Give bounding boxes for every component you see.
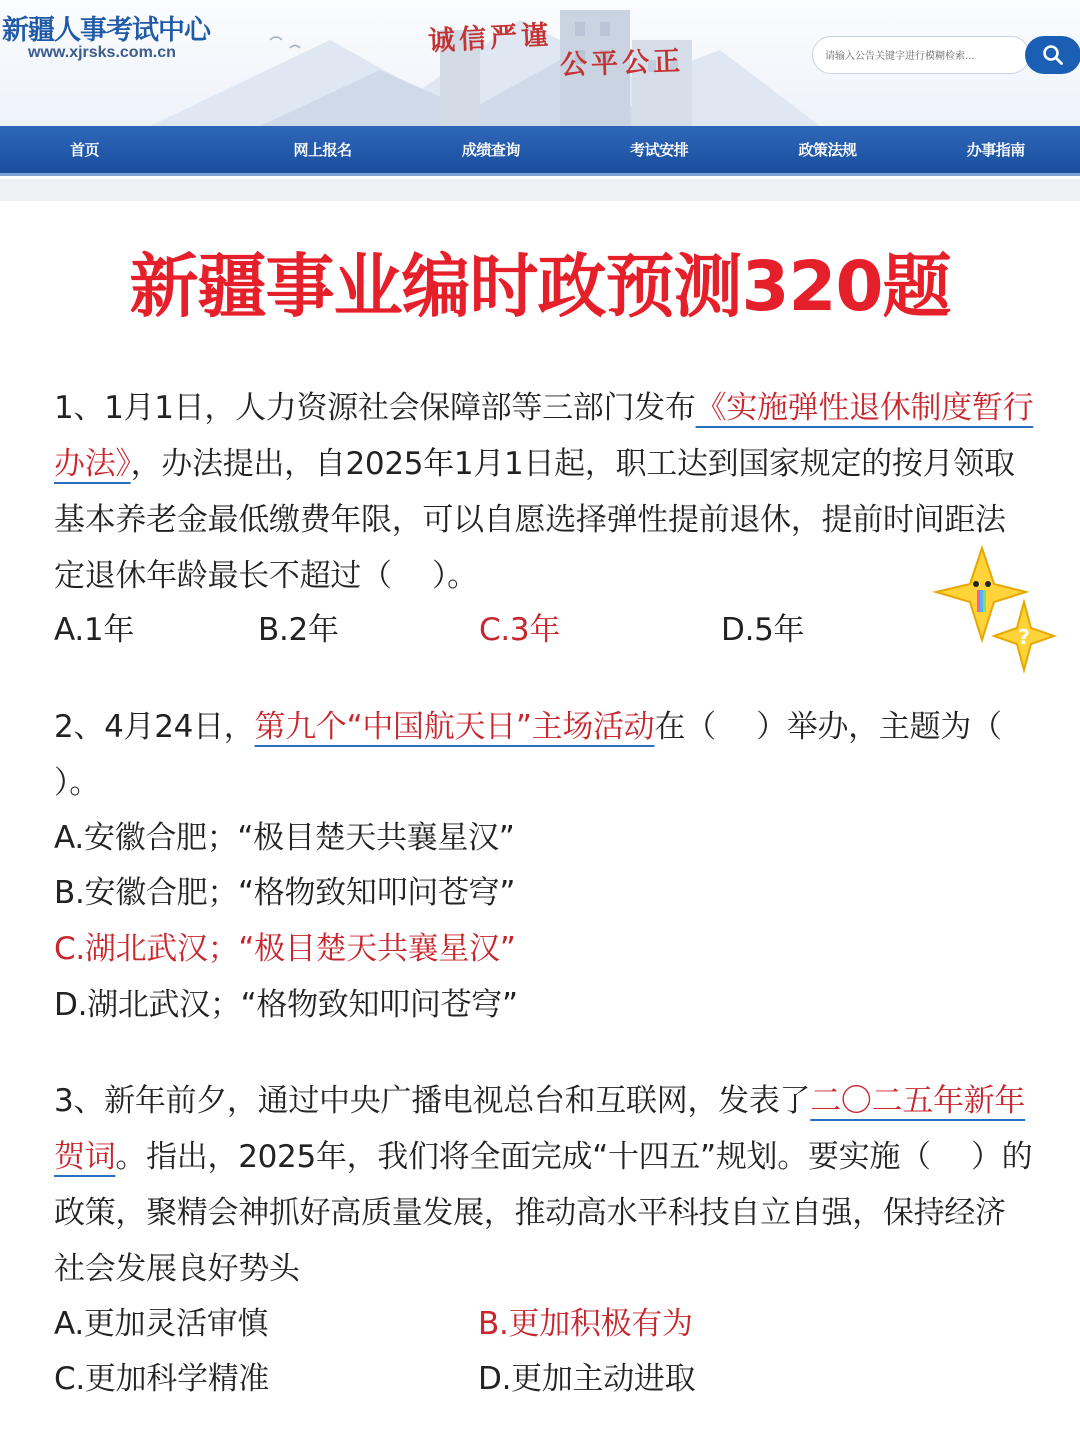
question-3-option-d: D.更加主动进取 [478,1361,696,1397]
svg-text:?: ? [1018,625,1030,649]
question-1-option-b: B.2年 [258,612,339,648]
main-nav [0,126,1080,176]
nav-online-registration[interactable]: 网上报名 [293,140,352,159]
search-icon [1042,44,1064,66]
question-3-option-a: A.更加灵活审慎 [54,1306,269,1342]
nav-home[interactable]: 首页 [70,140,100,159]
question-2-body: 在（ ）举办，主题为（ ）。 [54,709,1042,801]
question-3-body: 。指出，2025年，我们将全面完成“十四五”规划。要实施（ ）的政策，聚精会神抓好高质量发展，推动高水平科技自立自强，保持经济社会发展良好势头 [54,1139,1033,1287]
nav-shadow-band [0,179,1080,201]
search-box [812,36,1030,74]
question-1-text [54,380,1034,604]
decorative-stickers [930,540,1060,680]
question-3-highlight: 二〇二五年新年贺词 [54,1083,1026,1175]
nav-score-query[interactable]: 成绩查询 [461,140,520,159]
question-2-text [54,699,1042,811]
question-1-lead: 1、1月1日，人力资源社会保障部等三部门发布 [54,390,696,426]
question-3-option-b: B.更加积极有为 [478,1306,693,1342]
page-title: 新疆事业编时政预测320题 [129,247,951,327]
question-2-lead: 2、4月24日， [54,709,255,745]
question-2-option-d: D.湖北武汉；“格物致知叩问苍穹” [54,987,518,1023]
logo-title[interactable]: 新疆人事考试中心 [2,15,210,46]
question-2-option-c: C.湖北武汉；“极目楚天共襄星汉” [54,931,516,967]
site-header [0,0,1080,126]
search-button[interactable] [1025,36,1080,74]
question-2-option-b: B.安徽合肥；“格物致知叩问苍穹” [54,875,516,911]
question-1-option-c: C.3年 [479,612,561,648]
question-2-option-a: A.安徽合肥；“极目楚天共襄星汉” [54,820,515,856]
question-1-highlight: 《实施弹性退休制度暂行办法》 [54,390,1034,482]
slogan-fairness: 公平公正 [559,45,685,82]
question-1-option-d: D.5年 [721,612,805,648]
question-2-highlight: 第九个“中国航天日”主场活动 [254,709,655,745]
question-3-lead: 3、新年前夕，通过中央广播电视总台和互联网，发表了 [54,1083,811,1119]
search-input[interactable] [825,48,1005,64]
question-1-body: ，办法提出，自2025年1月1日起，职工达到国家规定的按月领取基本养老金最低缴费年限，可以自愿选择弹性提前退休，提前时间距法定退休年龄最长不超过（ ）。 [54,446,1015,594]
nav-exam-schedule[interactable]: 考试安排 [630,140,689,159]
question-3-text [54,1073,1034,1297]
nav-policies[interactable]: 政策法规 [798,140,857,159]
logo-url[interactable]: www.xjrsks.com.cn [28,44,176,61]
slogan-integrity: 诚信严谨 [427,19,553,58]
question-star-icon [994,602,1054,670]
sparkle-star-icon [936,548,1026,640]
question-3-option-c: C.更加科学精准 [54,1361,270,1397]
question-1-option-a: A.1年 [54,612,135,648]
nav-guide[interactable]: 办事指南 [966,140,1025,159]
